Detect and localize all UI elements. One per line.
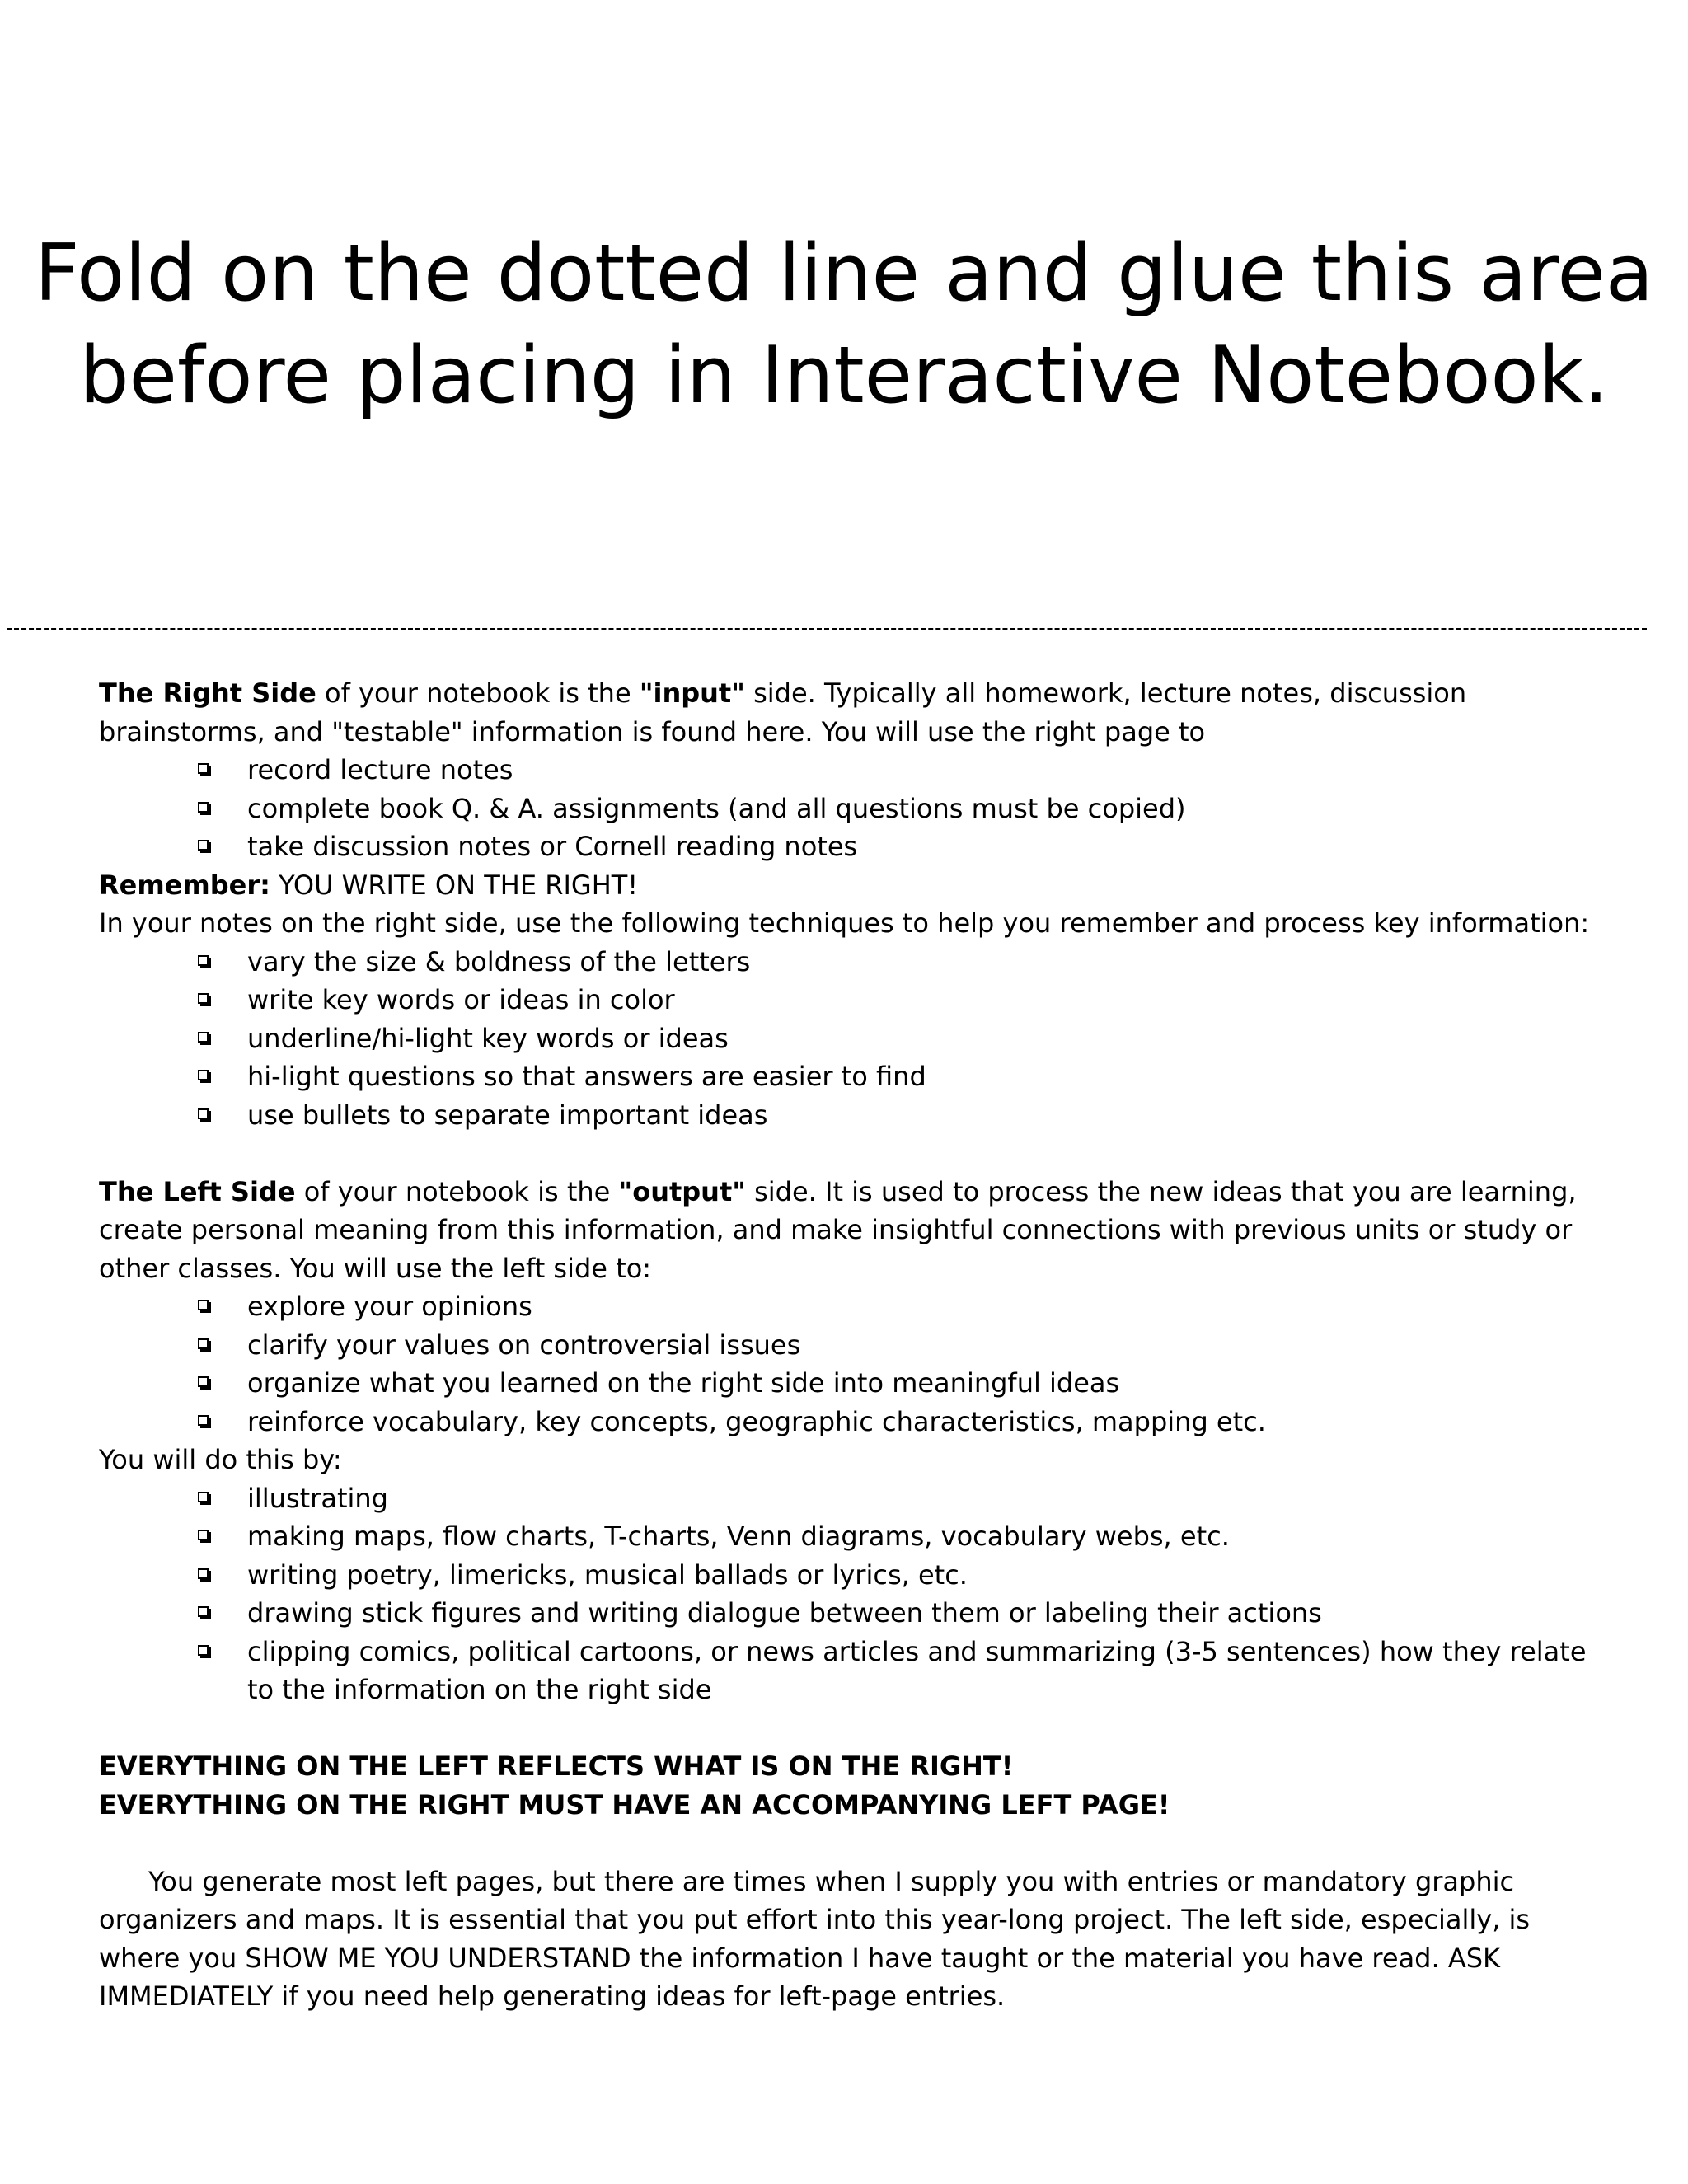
list-item: [99, 1057, 1607, 1096]
checkbox-bullet-icon: [198, 1376, 209, 1387]
list-item-text: vary the size & boldness of the letters: [247, 945, 751, 977]
checkbox-bullet-icon: [198, 1645, 209, 1656]
list-item: [99, 1479, 1607, 1518]
fold-dotted-line: [7, 628, 1647, 630]
left-side-keyword: "output": [618, 1175, 746, 1207]
right-side-intro: [99, 674, 1607, 751]
list-item-text: complete book Q. & A. assignments (and all questions must be copied): [247, 792, 1186, 824]
checkbox-bullet-icon: [198, 802, 209, 813]
list-item-text: illustrating: [247, 1482, 388, 1514]
right-side-uses-list: [99, 751, 1607, 866]
list-item: [99, 751, 1607, 790]
list-item: [99, 1594, 1607, 1633]
do-this-intro: You will do this by:: [99, 1444, 342, 1475]
checkbox-bullet-icon: [198, 1300, 209, 1310]
list-item-text: write key words or ideas in color: [247, 984, 675, 1015]
checkbox-bullet-icon: [198, 1338, 209, 1349]
list-item: [99, 1403, 1607, 1441]
checkbox-bullet-icon: [198, 1492, 209, 1502]
checkbox-bullet-icon: [198, 1415, 209, 1426]
checkbox-bullet-icon: [198, 763, 209, 774]
techniques-list: [99, 943, 1607, 1135]
list-item: [99, 790, 1607, 828]
list-item: [99, 1326, 1607, 1365]
list-item-text: use bullets to separate important ideas: [247, 1099, 768, 1131]
checkbox-bullet-icon: [198, 1032, 209, 1043]
list-item: [99, 1364, 1607, 1403]
fold-instruction-heading: [0, 223, 1688, 427]
list-item-text: reinforce vocabulary, key concepts, geographic characteristics, mapping etc.: [247, 1405, 1266, 1437]
list-item: [99, 943, 1607, 982]
list-item: [99, 1633, 1607, 1709]
checkbox-bullet-icon: [198, 1568, 209, 1579]
list-item-text: organize what you learned on the right side into meaningful ideas: [247, 1367, 1120, 1399]
list-item-text: record lecture notes: [247, 754, 513, 785]
fold-instruction-line-2: before placing in Interactive Notebook.: [79, 330, 1609, 421]
remember-text: YOU WRITE ON THE RIGHT!: [270, 869, 639, 901]
right-side-keyword: "input": [639, 677, 745, 709]
remember-note: [99, 866, 1607, 905]
notebook-instructions: [99, 674, 1607, 2016]
list-item: [99, 981, 1607, 1019]
checkbox-bullet-icon: [198, 1530, 209, 1540]
list-item: [99, 1287, 1607, 1326]
left-side-text-b: side. It is used to process the new ideas that you are learning, create personal meaning from this information, and make insightful connections with previous units or study or other classes. You will use the left side to:: [99, 1175, 1577, 1284]
left-side-intro: [99, 1173, 1607, 1288]
list-item-text: clipping comics, political cartoons, or news articles and summarizing (3-5 sentences) how they relate to the information on the right side: [247, 1635, 1587, 1705]
list-item: [99, 1096, 1607, 1135]
list-item-text: explore your opinions: [247, 1291, 532, 1322]
remember-label: Remember:: [99, 869, 270, 901]
list-item-text: hi-light questions so that answers are easier to find: [247, 1061, 926, 1092]
list-item-text: underline/hi-light key words or ideas: [247, 1022, 729, 1054]
checkbox-bullet-icon: [198, 993, 209, 1004]
right-side-text-b: side. Typically all homework, lecture notes, discussion brainstorms, and "testable" information is found here. You will use the right page to: [99, 677, 1467, 748]
list-item-text: making maps, flow charts, T-charts, Venn diagrams, vocabulary webs, etc.: [247, 1521, 1230, 1552]
spacer: [99, 1134, 1607, 1173]
list-item: [99, 1517, 1607, 1556]
checkbox-bullet-icon: [198, 1070, 209, 1080]
list-item-text: take discussion notes or Cornell reading notes: [247, 831, 858, 862]
fold-instruction-line-1: Fold on the dotted line and glue this area: [34, 228, 1654, 319]
checkbox-bullet-icon: [198, 955, 209, 966]
left-side-label: The Left Side: [99, 1175, 296, 1207]
left-side-text-a: of your notebook is the: [295, 1175, 619, 1207]
spacer: [99, 1709, 1607, 1748]
right-side-text-a: of your notebook is the: [316, 677, 640, 709]
right-side-label: The Right Side: [99, 677, 316, 709]
checkbox-bullet-icon: [198, 1606, 209, 1617]
left-side-methods-list: [99, 1479, 1607, 1709]
closing-paragraph: You generate most left pages, but there are times when I supply you with entries or mandatory graphic organizers and maps. It is essential that you put effort into this year-long project. The left side, especially, is where you SHOW ME YOU UNDERSTAND the information I have taught or the material you have read. ASK IMMEDIATELY if you need help generating ideas for left-page entries.: [99, 1865, 1531, 2012]
rule-right-needs-left: [99, 1786, 1607, 1825]
rule-line-2: EVERYTHING ON THE RIGHT MUST HAVE AN ACCOMPANYING LEFT PAGE!: [99, 1788, 1170, 1821]
list-item-text: clarify your values on controversial issues: [247, 1329, 801, 1361]
checkbox-bullet-icon: [198, 1108, 209, 1119]
rule-line-1: EVERYTHING ON THE LEFT REFLECTS WHAT IS ON THE RIGHT!: [99, 1750, 1014, 1782]
rule-left-reflects-right: [99, 1747, 1607, 1786]
list-item: [99, 1019, 1607, 1058]
checkbox-bullet-icon: [198, 840, 209, 851]
list-item: [99, 827, 1607, 866]
techniques-intro: In your notes on the right side, use the following techniques to help you remember and process key information:: [99, 907, 1590, 939]
list-item-text: drawing stick figures and writing dialogue between them or labeling their actions: [247, 1597, 1322, 1629]
list-item-text: writing poetry, limericks, musical ballads or lyrics, etc.: [247, 1558, 968, 1591]
list-item: [99, 1556, 1607, 1595]
spacer: [99, 1824, 1607, 1863]
left-side-uses-list: [99, 1287, 1607, 1441]
